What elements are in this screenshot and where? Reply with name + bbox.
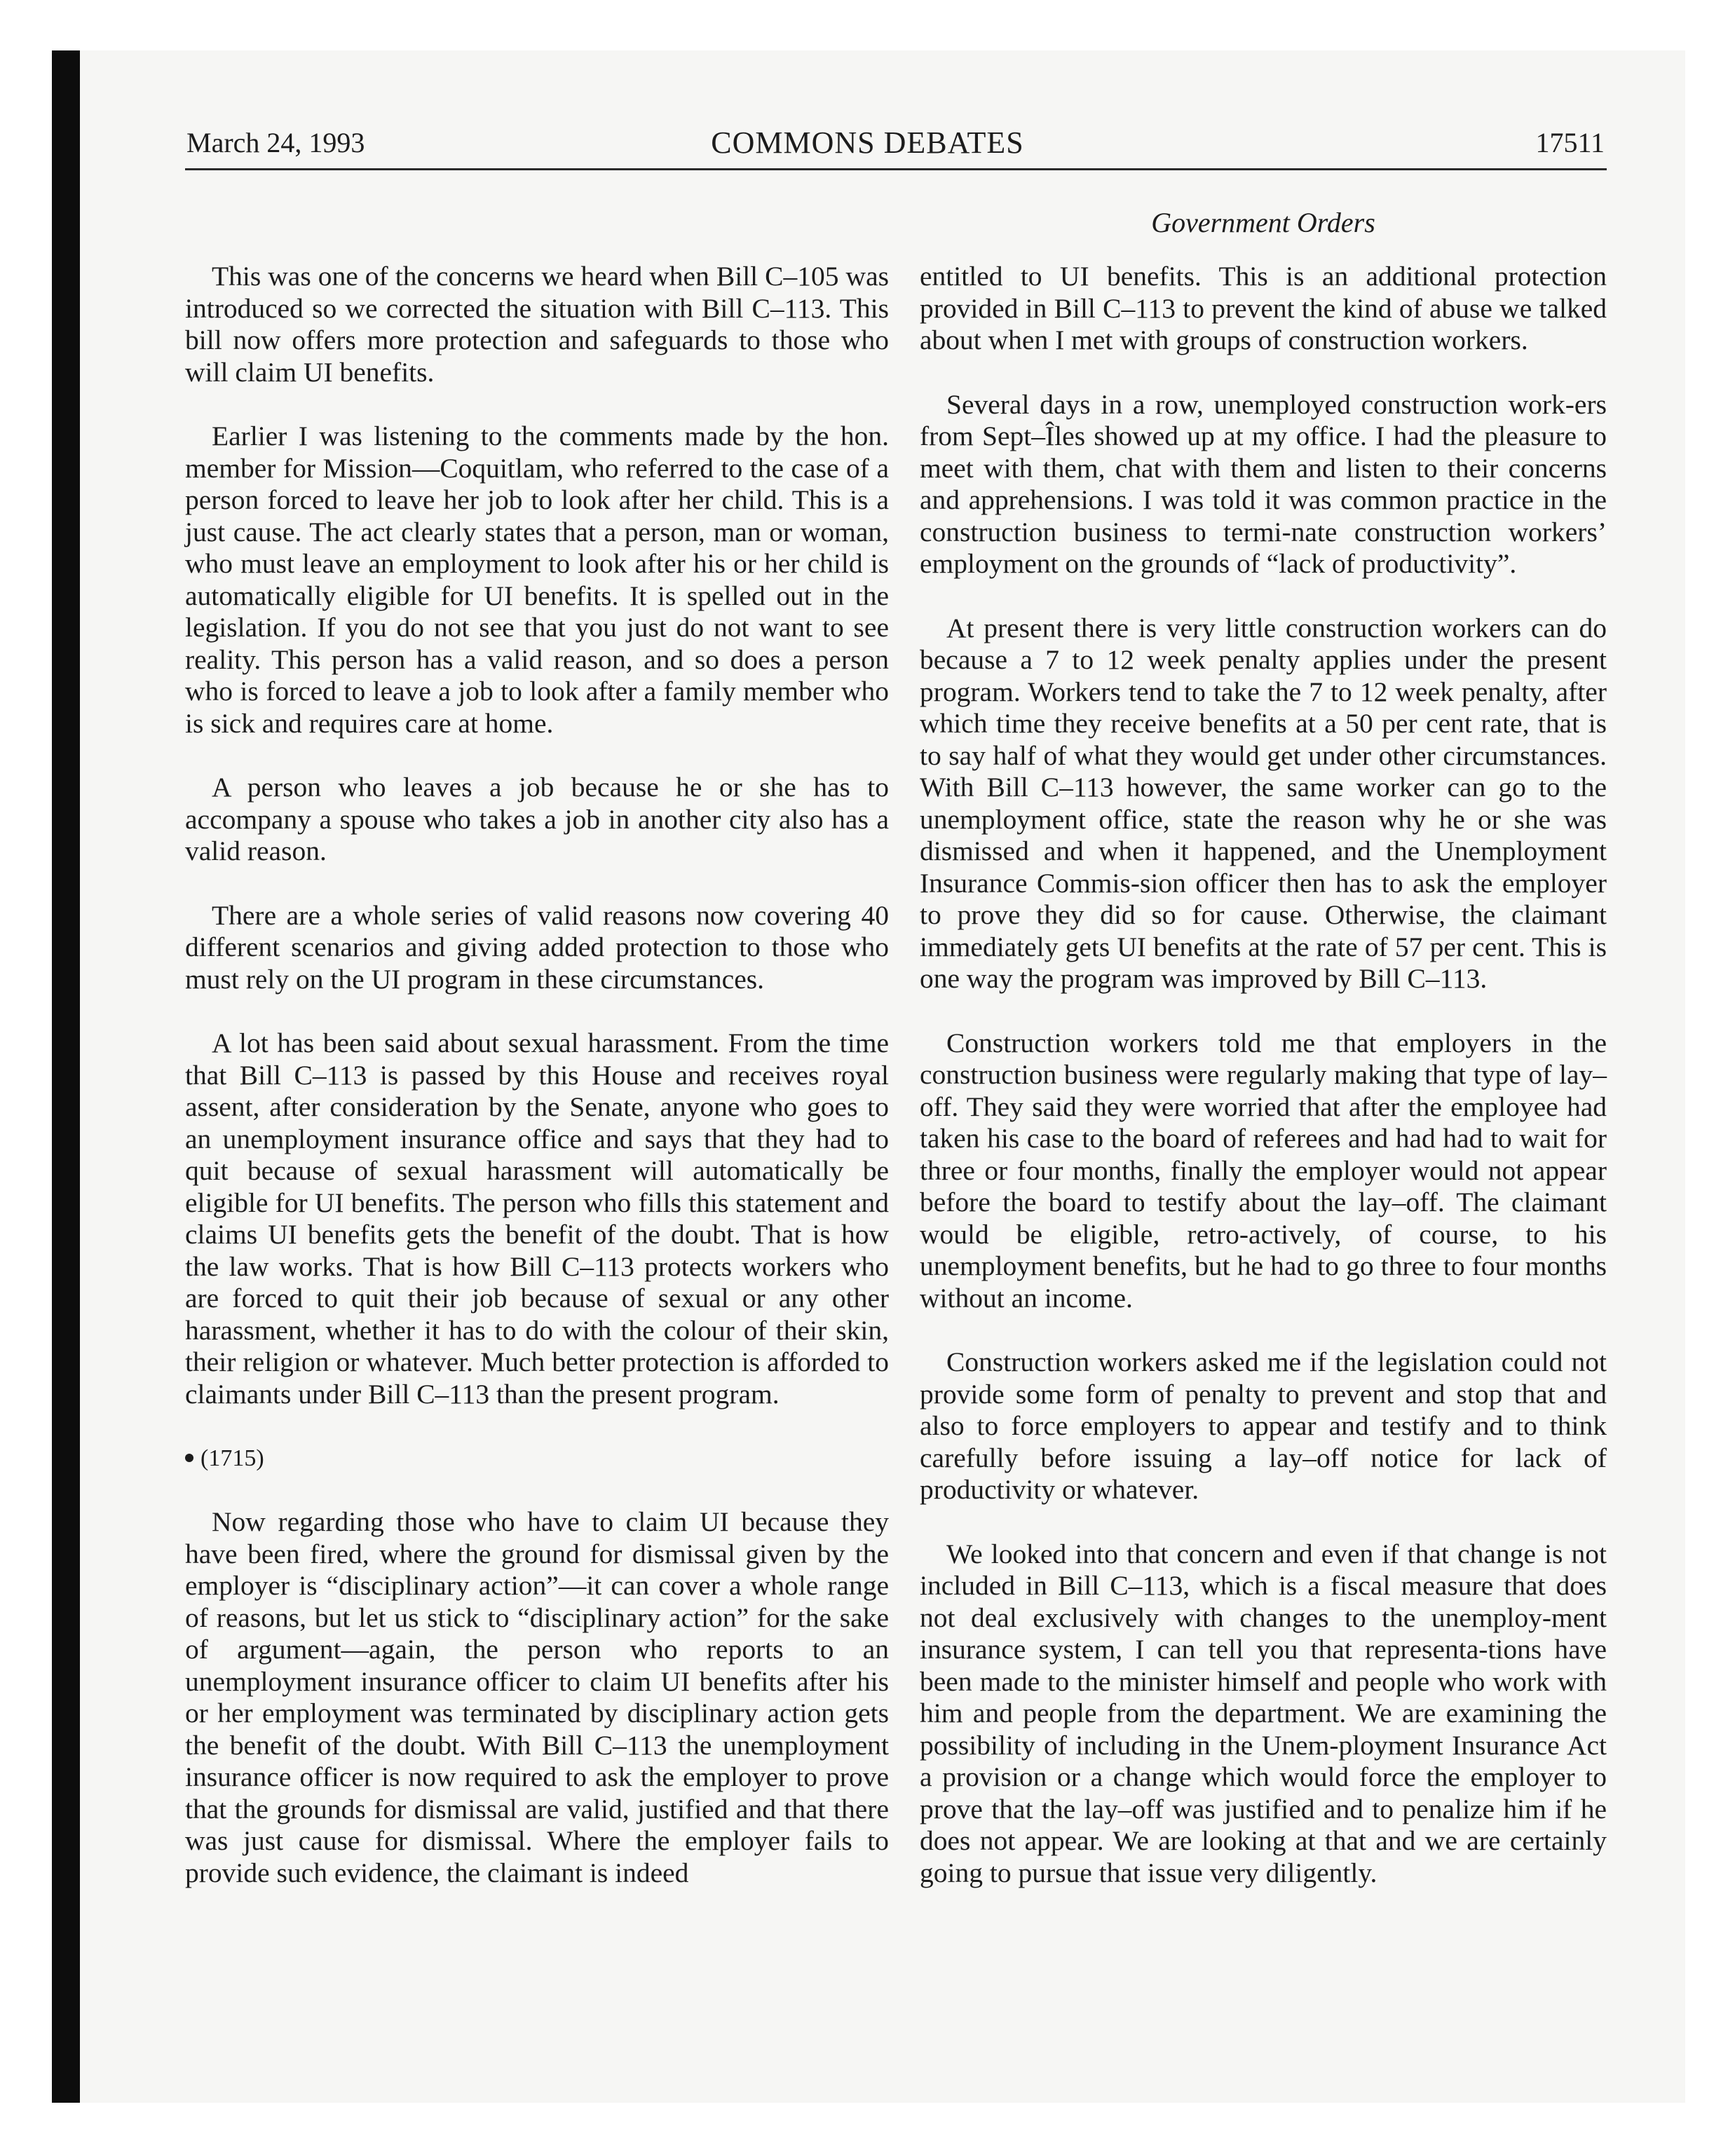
paragraph: A lot has been said about sexual harassment. From the time that Bill C–113 is passed by this House and receives royal assent, after consideration by the Senate, anyone who goes to an unemployment insurance office and says that they had to quit because of sexual harassment will automatically be eligible for UI benefits. The person who fills this statement and claims UI benefits gets the benefit of the doubt. That is how the law works. That is how Bill C–113 protects workers who are forced to quit their job because of sexual or any other harassment, whether it has to do with the colour of their skin, their religion or whatever. Much better protection is afforded to claimants under Bill C–113 than the present program.: [185, 1028, 889, 1410]
paragraph: This was one of the concerns we heard when Bill C–105 was introduced so we corrected the situation with Bill C–113. This bill now offers more protection and safeguards to those who will claim UI benefits.: [185, 261, 889, 388]
header-date: March 24, 1993: [186, 127, 365, 158]
time-marker-text: (1715): [200, 1445, 264, 1471]
paragraph: Construction workers told me that employers in the construction business were regularly making that type of lay–off. They said they were worried that after the employee had taken his case to the board of referees and had had to wait for three or four months, finally the employer would not appear before the board to testify about the lay–off. The claimant would be eligible, retro-actively, of course, to his unemployment benefits, but he had to go three to four months without an income.: [920, 1027, 1607, 1314]
paragraph: At present there is very little construction workers can do because a 7 to 12 week penalty applies under the present program. Workers tend to take the 7 to 12 week penalty, after which time they receive benefits at a 50 per cent rate, that is to say half of what they would get under other circumstances. With Bill C–113 however, the same worker can go to the unemployment office, state the reason why he or she was dismissed and when it happened, and the Unemployment Insurance Commis-sion officer then has to ask the employer to prove they did so for cause. Otherwise, the claimant immediately gets UI benefits at the rate of 57 per cent. This is one way the program was improved by Bill C–113.: [920, 612, 1607, 994]
paragraph: We looked into that concern and even if that change is not included in Bill C–113, which is a fiscal measure that does not deal exclusively with changes to the unemploy-ment insurance system, I can tell you that representa-tions have been made to the minister himself and people who work with him and people from the department. We are examining the possibility of including in the Unem-ployment Insurance Act a provision or a change which would force the employer to prove that the lay–off was justified and to penalize him if he does not appear. We are looking at that and we are certainly going to pursue that issue very diligently.: [920, 1538, 1607, 1888]
header-page-number: 17511: [1535, 127, 1605, 158]
scan-edge: [52, 50, 80, 2103]
left-column: [185, 261, 889, 1921]
time-marker: [185, 1442, 889, 1474]
paragraph: Now regarding those who have to claim UI because they have been fired, where the ground for dismissal given by the employer is “disciplinary action”—it can cover a whole range of reasons, but let us stick to “disciplinary action” for the sake of argument—again, the person who reports to an unemployment insurance officer to claim UI benefits after his or her employment was terminated by disciplinary action gets the benefit of the doubt. With Bill C–113 the unemployment insurance officer is now required to ask the employer to prove that the grounds for dismissal are valid, justified and that there was just cause for dismissal. Where the employer fails to provide such evidence, the claimant is indeed: [185, 1506, 889, 1888]
paragraph: entitled to UI benefits. This is an additional protection provided in Bill C–113 to prevent the kind of abuse we talked about when I met with groups of construction workers.: [920, 261, 1607, 355]
paragraph: Earlier I was listening to the comments made by the hon. member for Mission—Coquitlam, who referred to the case of a person forced to leave her job to look after her child. This is a just cause. The act clearly states that a person, man or woman, who must leave an employment to look after his or her child is automatically eligible for UI benefits. It is spelled out in the legislation. If you do not see that you just do not want to see reality. This person has a valid reason, and so does a person who is forced to leave a job to look after a family member who is sick and requires care at home.: [185, 421, 889, 739]
section-label: Government Orders: [1151, 207, 1375, 238]
header-title: COMMONS DEBATES: [711, 125, 1024, 160]
paragraph: A person who leaves a job because he or she has to accompany a spouse who takes a job in another city also has a valid reason.: [185, 772, 889, 866]
paragraph: Construction workers asked me if the legislation could not provide some form of penalty to prevent and stop that and also to force employers to appear and testify and to think carefully before issuing a lay–off notice for lack of productivity or whatever.: [920, 1346, 1607, 1505]
paragraph: Several days in a row, unemployed construction work-ers from Sept–Îles showed up at my office. I had the pleasure to meet with them, chat with them and listen to their concerns and apprehensions. I was told it was common practice in the construction business to termi-nate construction workers’ employment on the grounds of “lack of productivity”.: [920, 388, 1607, 579]
paragraph: There are a whole series of valid reasons now covering 40 different scenarios and giving added protection to those who must rely on the UI program in these circumstances.: [185, 899, 889, 995]
right-column: [920, 261, 1607, 1921]
bullet-icon: [185, 1454, 193, 1462]
header-rule: [185, 168, 1607, 170]
